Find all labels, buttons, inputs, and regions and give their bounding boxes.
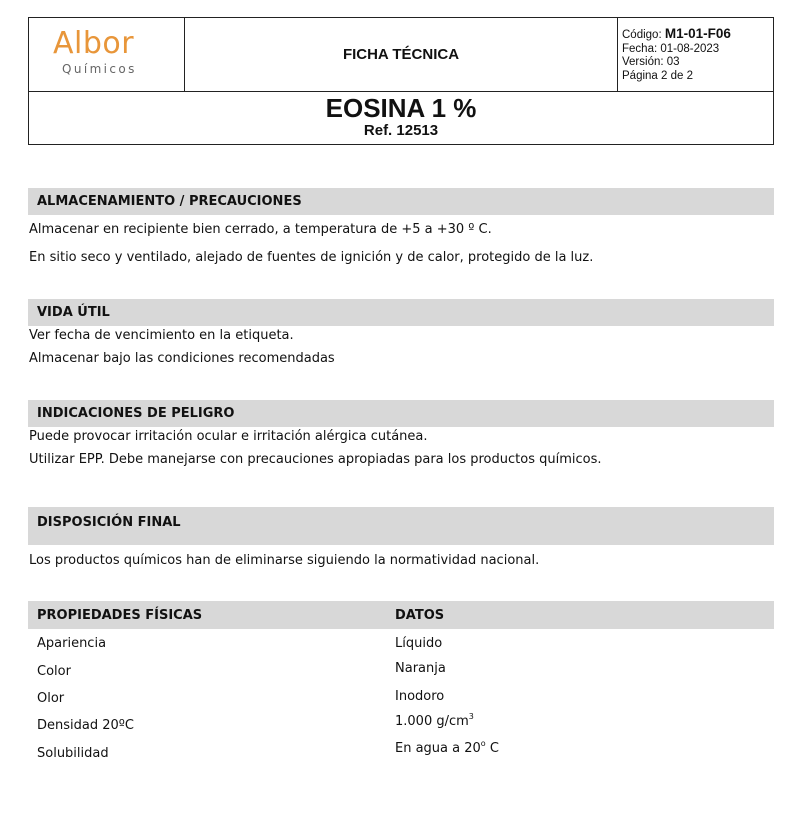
property-value-suffix: C [485, 741, 499, 756]
property-name: Olor [37, 691, 65, 706]
doc-page: Página 2 de 2 [622, 70, 693, 82]
property-value: Naranja [395, 661, 446, 676]
company-logo-subtitle: Químicos [62, 62, 137, 76]
doc-date: Fecha: 01-08-2023 [622, 43, 720, 55]
property-value-superscript: 3 [468, 712, 474, 721]
doc-meta-cell [618, 18, 773, 91]
doc-code-value: M1-01-F06 [664, 26, 731, 41]
property-value-text: En agua a 20 [395, 741, 481, 756]
section-line: Utilizar EPP. Debe manejarse con precauciones apropiadas para los productos químicos. [29, 452, 602, 467]
doc-code-label: Código: [622, 29, 662, 41]
properties-column-header: PROPIEDADES FÍSICAS [37, 608, 203, 623]
section-line: Los productos químicos han de eliminarse siguiendo la normatividad nacional. [29, 553, 540, 568]
data-column-header: DATOS [395, 608, 445, 623]
section-bar-storage [28, 188, 774, 215]
property-name: Solubilidad [37, 746, 109, 761]
section-bar-shelf-life [28, 299, 774, 326]
product-reference: Ref. 12513 [363, 122, 439, 139]
property-value: Líquido [395, 636, 443, 651]
product-name: EOSINA 1 % [325, 93, 477, 123]
property-value-text: 1.000 g/cm [395, 714, 469, 729]
section-line: Ver fecha de vencimiento en la etiqueta. [29, 328, 294, 343]
property-value [395, 714, 474, 730]
header-top-row [29, 18, 773, 92]
doc-type-title: FICHA TÉCNICA [342, 46, 460, 63]
section-title: INDICACIONES DE PELIGRO [37, 406, 235, 421]
section-bar-hazards [28, 400, 774, 427]
property-value [395, 741, 499, 757]
section-line: Puede provocar irritación ocular e irritación alérgica cutánea. [29, 429, 428, 444]
document-header [28, 17, 774, 145]
property-name: Densidad 20ºC [37, 718, 134, 733]
properties-header-bar [28, 601, 774, 629]
property-value-superscript: o [480, 739, 486, 748]
section-line: En sitio seco y ventilado, alejado de fuentes de ignición y de calor, protegido de la luz. [29, 250, 594, 265]
section-bar-disposal [28, 507, 774, 545]
company-logo: Albor [53, 26, 135, 61]
property-name: Color [37, 664, 71, 679]
doc-version: Versión: 03 [622, 56, 680, 68]
section-line: Almacenar en recipiente bien cerrado, a temperatura de +5 a +30 º C. [29, 222, 492, 237]
property-name: Apariencia [37, 636, 107, 651]
section-title: VIDA ÚTIL [37, 305, 110, 320]
section-line: Almacenar bajo las condiciones recomendadas [29, 351, 335, 366]
logo-cell [29, 18, 185, 91]
doc-code [622, 27, 731, 42]
section-title: DISPOSICIÓN FINAL [37, 515, 181, 530]
section-title: ALMACENAMIENTO / PRECAUCIONES [37, 194, 302, 209]
doc-type-cell [185, 18, 618, 91]
property-value: Inodoro [395, 689, 445, 704]
